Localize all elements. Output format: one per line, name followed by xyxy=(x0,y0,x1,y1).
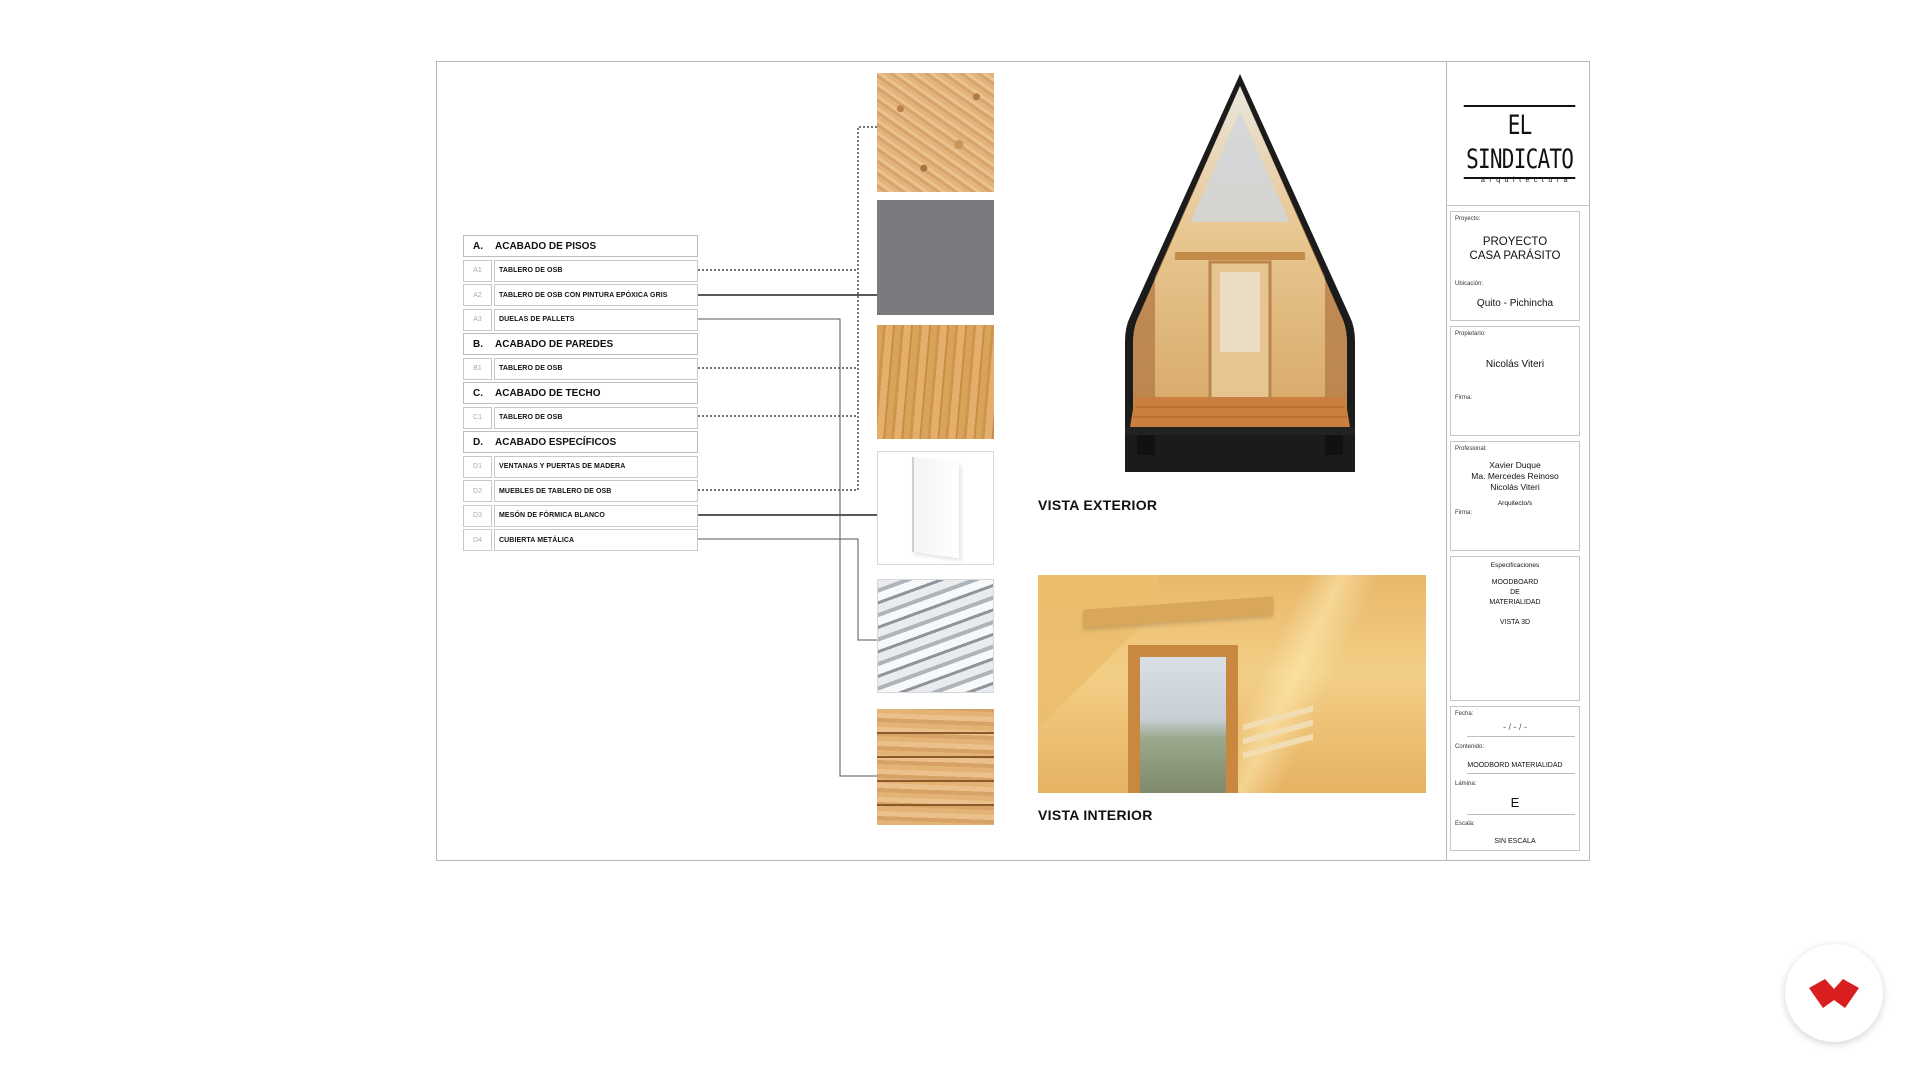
sheet-info-box: Fecha: - / - / - Contenido: MOODBORD MATERIALIDAD Lámina: E Escala: SIN ESCALA xyxy=(1450,706,1580,851)
logo-divider xyxy=(1446,205,1590,206)
swatch-osb xyxy=(877,73,994,192)
swatch-corrugated-metal xyxy=(877,579,994,693)
legend-item-a3: A3 DUELAS DE PALLETS xyxy=(463,309,698,334)
interior-view-label: VISTA INTERIOR xyxy=(1038,807,1153,823)
swatch-white-formica xyxy=(877,451,994,565)
date-value: - / - / - xyxy=(1503,722,1527,732)
project-name-line2: CASA PARÁSITO xyxy=(1469,250,1561,262)
legend-item-d3: D3 MESÓN DE FÓRMICA BLANCO xyxy=(463,505,698,530)
professional-1: Xavier Duque xyxy=(1489,460,1541,470)
interior-window-frame xyxy=(1128,645,1238,793)
professional-2: Ma. Mercedes Reinoso xyxy=(1471,471,1559,481)
project-name-line1: PROYECTO xyxy=(1482,236,1548,248)
brand-logo-button[interactable] xyxy=(1785,944,1883,1042)
sheet-number: E xyxy=(1510,795,1520,810)
swatch-pallet-planks xyxy=(877,709,994,825)
legend-item-b1: B1 TABLERO DE OSB xyxy=(463,358,698,383)
project-box: Proyecto: PROYECTO CASA PARÁSITO Ubicación: Quito - Pichincha xyxy=(1450,211,1580,321)
legend-section-d: D. ACABADO ESPECÍFICOS xyxy=(463,431,698,453)
professional-role: Arquitecto/s xyxy=(1497,500,1533,507)
legend-item-d1: D1 VENTANAS Y PUERTAS DE MADERA xyxy=(463,456,698,481)
formica-panel xyxy=(912,457,959,559)
firm-logo xyxy=(1448,105,1580,184)
materials-legend xyxy=(463,235,698,554)
legend-item-d4: D4 CUBIERTA METÁLICA xyxy=(463,529,698,554)
exterior-rendering xyxy=(1095,72,1385,482)
legend-section-b: B. ACABADO DE PAREDES xyxy=(463,333,698,355)
scale-value: SIN ESCALA xyxy=(1494,838,1536,845)
logo-wordmark: EL SINDICATO xyxy=(1464,105,1576,179)
location-value: Quito - Pichincha xyxy=(1476,298,1554,309)
interior-rendering xyxy=(1038,575,1426,793)
legend-item-a2: A2 TABLERO DE OSB CON PINTURA EPÓXICA GRIS xyxy=(463,284,698,309)
professional-3: Nicolás Viteri xyxy=(1490,482,1540,492)
professional-box: Profesional: Xavier Duque Ma. Mercedes Reinoso Nicolás Viteri Arquitecto/s Firma: xyxy=(1450,441,1580,551)
owner-box: Propietario: Nicolás Viteri Firma: xyxy=(1450,326,1580,436)
logo-subtitle: arquitectura xyxy=(1481,177,1572,184)
specifications-box: Especificaciones MOODBOARD DE MATERIALIDAD VISTA 3D xyxy=(1450,556,1580,701)
brand-logo-icon xyxy=(1785,944,1883,1042)
owner-value: Nicolás Viteri xyxy=(1485,359,1545,370)
interior-shelves xyxy=(1243,706,1313,731)
legend-section-c: C. ACABADO DE TECHO xyxy=(463,382,698,404)
legend-section-a: A. ACABADO DE PISOS xyxy=(463,235,698,257)
content-value: MOODBORD MATERIALIDAD xyxy=(1467,762,1563,769)
legend-item-c1: C1 TABLERO DE OSB xyxy=(463,407,698,432)
interior-window xyxy=(1140,657,1226,793)
exterior-view-label: VISTA EXTERIOR xyxy=(1038,497,1158,513)
swatch-grey-epoxy xyxy=(877,200,994,315)
legend-item-d2: D2 MUEBLES DE TABLERO DE OSB xyxy=(463,480,698,505)
legend-item-a1: A1 TABLERO DE OSB xyxy=(463,260,698,285)
swatch-wood-veneer xyxy=(877,325,994,439)
